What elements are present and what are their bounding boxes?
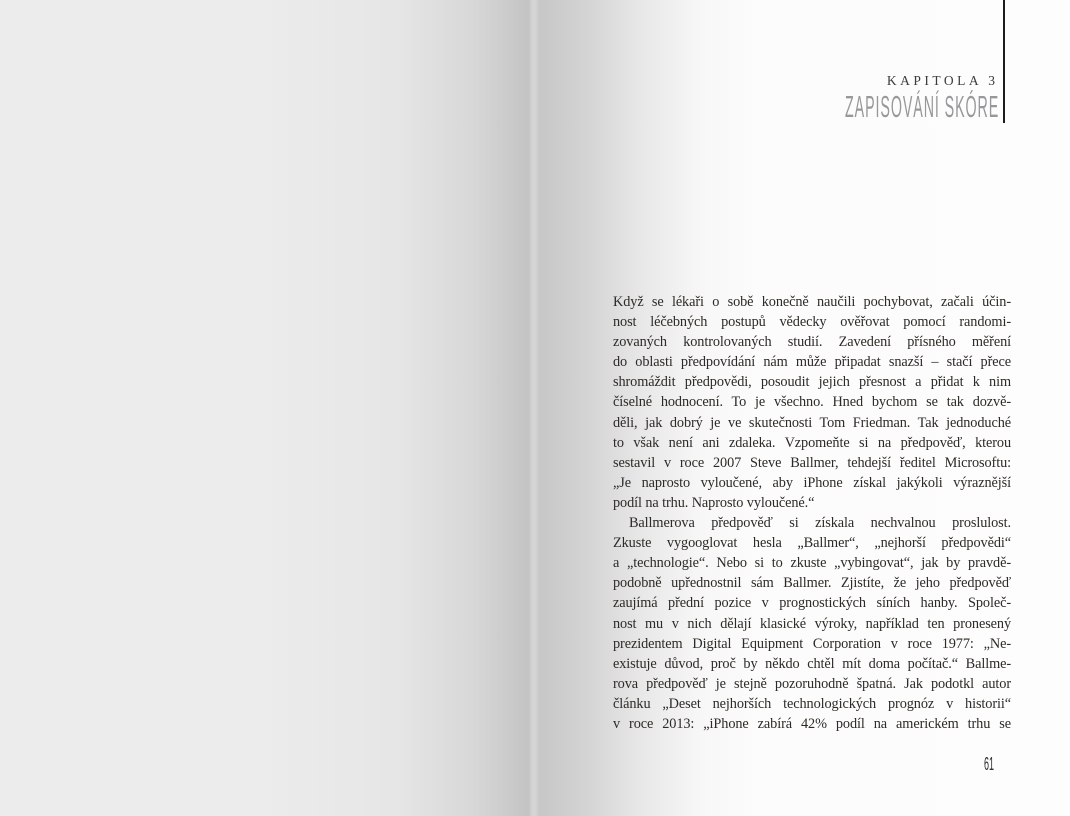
body-text-line: článku „Deset nejhorších technologických prognóz v historii“ [613,695,1011,712]
chapter-number-label: KAPITOLA 3 [886,73,999,88]
body-text-line: podobně upřednostnil sám Ballmer. Zjistíte, že jeho předpověď [613,575,1011,592]
body-text [613,292,1011,734]
chapter-heading-rule [1003,0,1005,123]
body-text-line: nost mu v nich dělají klasické výroky, například ten pronesený [613,615,1011,632]
chapter-title: ZAPISOVÁNÍ SKÓRE [844,89,999,124]
body-text-line: podíl na trhu. Naprosto vyloučené.“ [613,494,815,511]
body-text-line: „Je naprosto vyloučené, aby iPhone získal jakýkoli výraznější [613,474,1011,491]
body-text-line: shromáždit předpovědi, posoudit jejich přesnost a přidat k nim [613,374,1011,391]
body-text-line: Ballmerova předpověď si získala nechvalnou proslulost. [629,515,1011,532]
body-text-line: číselné hodnocení. To je všechno. Hned bychom se tak dozvě- [613,394,1011,411]
body-text-line: to však není ani zdaleka. Vzpomeňte si na předpověď, kterou [613,434,1011,451]
body-text-line: Když se lékaři o sobě konečně naučili pochybovat, začali účin- [613,294,1011,310]
body-text-line: nost léčebných postupů vědecky ověřovat pomocí randomi- [613,314,1011,331]
body-text-line: do oblasti předpovídání nám může připadat snazší – stačí přece [613,354,1011,371]
body-text-line: děli, jak dobrý je ve skutečnosti Tom Friedman. Tak jednoduché [613,414,1011,431]
body-text-line: existuje důvod, proč by někdo chtěl mít doma počítač.“ Ballme- [613,655,1011,672]
body-text-line: prezidentem Digital Equipment Corporation v roce 1977: „Ne- [613,635,1011,652]
body-text-line: zovaných kontrolovaných studií. Zavedení přísného měření [613,334,1011,351]
body-text-line: v roce 2013: „iPhone zabírá 42% podíl na americkém trhu se [613,715,1011,732]
body-text-line: rova předpověď je stejně pozoruhodně špatná. Jak podotkl autor [613,675,1011,692]
page-number: 61 [983,754,994,774]
body-text-line: Zkuste vygooglovat hesla „Ballmer“, „nejhorší předpovědi“ [613,535,1011,552]
body-text-line: sestavil v roce 2007 Steve Ballmer, tehdejší ředitel Microsoftu: [613,454,1011,471]
body-text-line: zaujímá přední pozice v prognostických síních hanby. Společ- [613,595,1011,612]
body-text-line: a „technologie“. Nebo si to zkuste „vybingovat“, jak by pravdě- [613,555,1011,572]
